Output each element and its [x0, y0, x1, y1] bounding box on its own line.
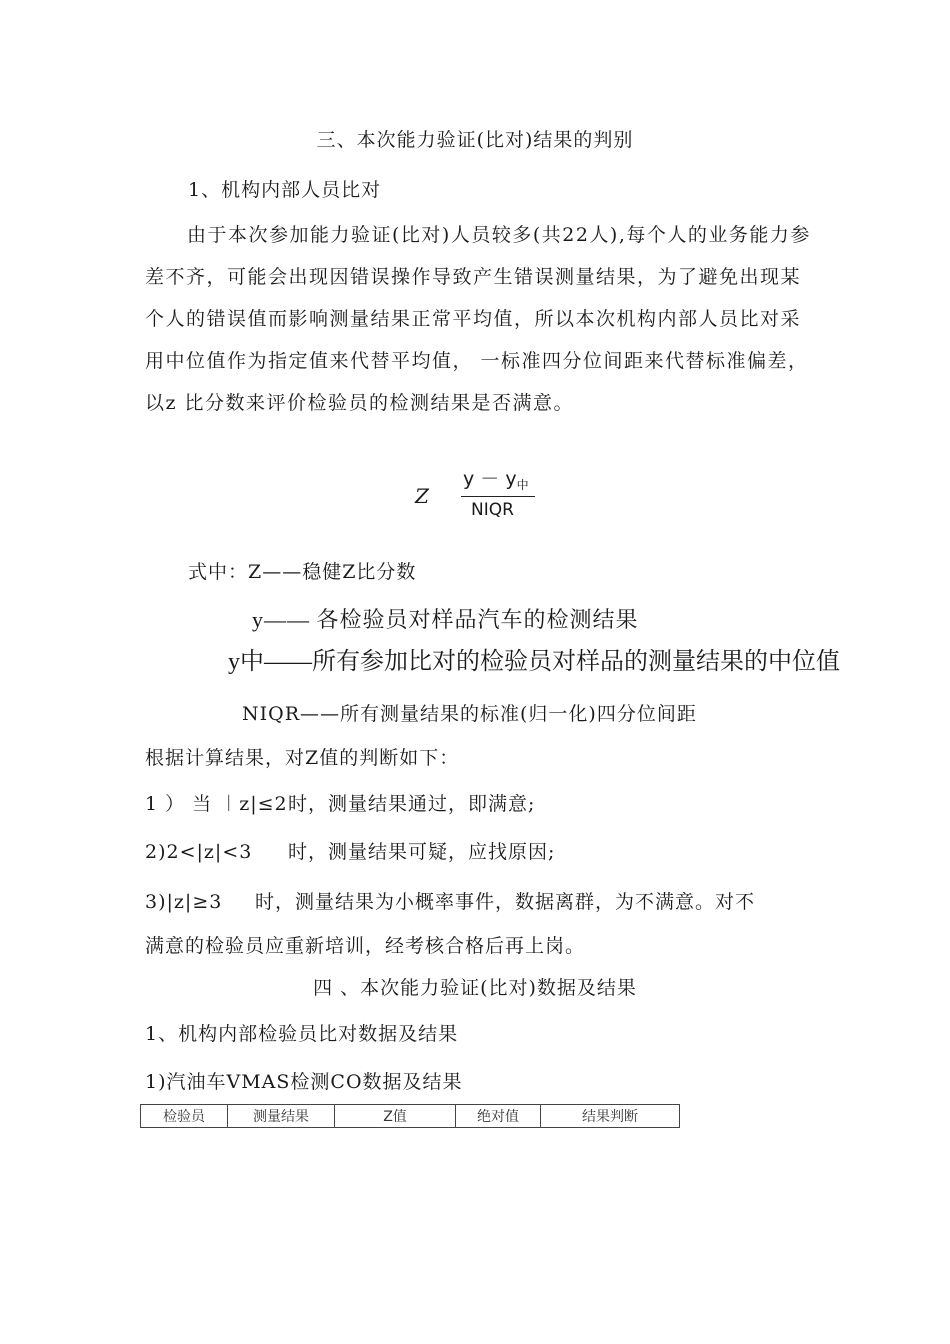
- formula-numerator-subscript: 中: [516, 478, 529, 492]
- formula-lhs: Z: [415, 484, 429, 508]
- definition-y: y—— 各检验员对样品汽车的检测结果: [252, 607, 639, 632]
- rule-3-continuation: 满意的检验员应重新培训，经考核合格后再上岗。: [145, 935, 586, 957]
- formula-numerator: $y - y_中$: [463, 468, 529, 492]
- definition-niqr: NIQR——所有测量结果的标准(归一化)四分位间距: [242, 703, 697, 725]
- rule-2-text: 时，测量结果可疑，应找原因;: [288, 841, 556, 863]
- formula-denominator: NIQR: [471, 500, 514, 520]
- rule-3-text: 时，测量结果为小概率事件，数据离群，为不满意。对不: [255, 891, 756, 913]
- table-header-cell: 检验员: [141, 1105, 228, 1128]
- judgement-intro: 根据计算结果，对Z值的判断如下：: [145, 747, 460, 769]
- results-table: [140, 1104, 680, 1128]
- table-header-cell: 结果判断: [541, 1105, 680, 1128]
- formula-where-line: 式中：Z——稳健Z比分数: [188, 561, 417, 583]
- table-header-row: [141, 1105, 680, 1128]
- rule-2-condition: 2)2<|z|<3: [145, 841, 253, 863]
- definition-y-median: y中——所有参加比对的检验员对样品的测量结果的中位值: [228, 649, 840, 675]
- table-header-cell: Z值: [335, 1105, 456, 1128]
- section-4-title: 四 、本次能力验证(比对)数据及结果: [313, 977, 637, 999]
- subsection-4-1-title: 1、机构内部检验员比对数据及结果: [145, 1023, 459, 1045]
- table-header-cell: 绝对值: [456, 1105, 541, 1128]
- rule-1-condition: 1 ） 当 ︱z|≤2: [145, 793, 288, 815]
- section-3-title: 三、本次能力验证(比对)结果的判别: [316, 129, 634, 151]
- body-paragraph: 由于本次参加能力验证(比对)人员较多(共22人),每个人的业务能力参差不齐，可能会出现因错误操作导致产生错误测量结果，为了避免出现某个人的错误值而影响测量结果正常平均值，所以本次机构内部人员比对采用中位值作为指定值来代替平均值， 一标准四分位间距来代替标准偏差，以z 比分数来评价检验员的检测结果是否满意。: [145, 224, 811, 414]
- z-score-formula: [415, 462, 555, 532]
- fraction-bar: [461, 496, 535, 497]
- subsection-1-title: 1、机构内部人员比对: [188, 179, 382, 201]
- rule-3-condition: 3)|z|≥3: [145, 891, 223, 913]
- rule-1-text: 时，测量结果通过，即满意;: [288, 793, 536, 815]
- table-header-cell: 测量结果: [228, 1105, 335, 1128]
- subsection-4-1-1-title: 1)汽油车VMAS检测CO数据及结果: [145, 1071, 463, 1093]
